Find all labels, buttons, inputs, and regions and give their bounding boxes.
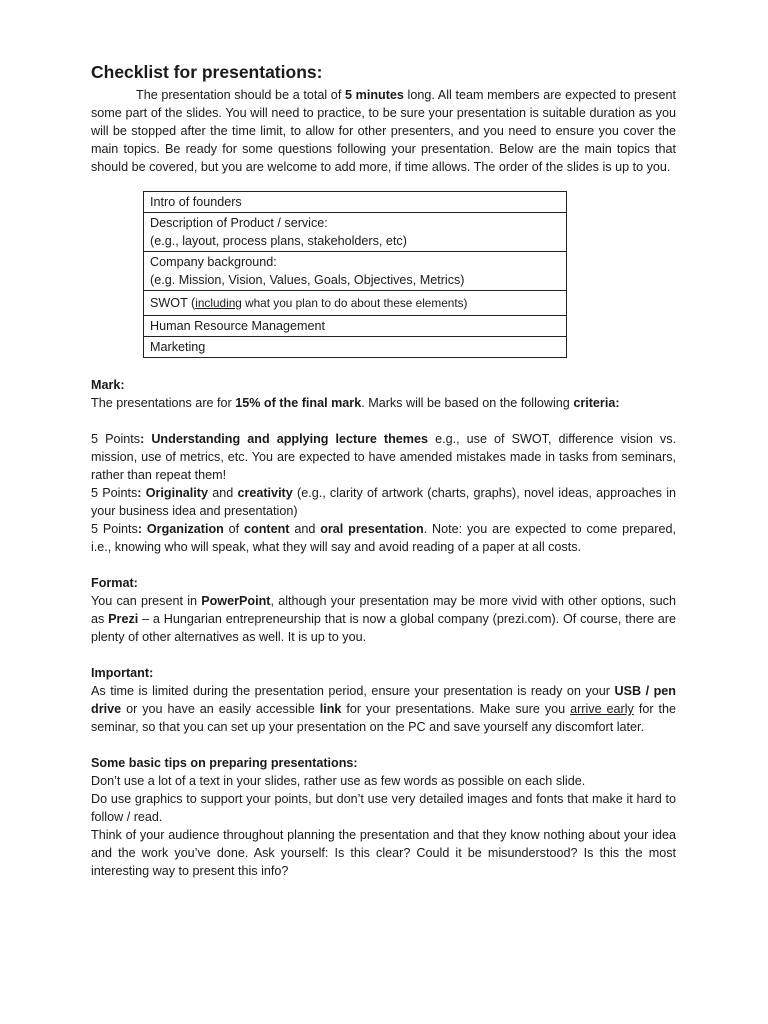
cell-text-small: what you plan to do about these elements) xyxy=(241,296,468,310)
spacer xyxy=(91,736,676,754)
intro-duration: 5 minutes xyxy=(344,88,404,102)
table-cell: Human Resource Management xyxy=(144,316,567,337)
spacer xyxy=(91,412,676,430)
intro-text-rest: long. All team members are expected to present some part of the slides. You will need to practice, to be sure your presentation is suitable duration as you will be stopped after the time limit, to allow for other presenters, and you need to ensure you cover the main topics. Be ready for some questions following your presentation. Below are the main topics that should be covered, but you are welcome to add more, if time allows. The order of the slides is up to you. xyxy=(91,88,676,174)
bold-term: link xyxy=(319,702,342,716)
text: : xyxy=(137,522,147,536)
table-row xyxy=(144,316,567,337)
points-label: 5 Points xyxy=(91,432,141,446)
table-cell xyxy=(144,213,567,252)
text: – a Hungarian entrepreneurship that is now a global company (prezi.com). Of course, there are plenty of other alternatives as well. It is up to you. xyxy=(91,612,676,644)
text: As time is limited during the presentation period, ensure your presentation is ready on your xyxy=(91,684,615,698)
tip-1: Don’t use a lot of a text in your slides, rather use as few words as possible on each slide. xyxy=(91,774,586,788)
bold-term: oral presentation xyxy=(320,522,424,536)
tips-heading: Some basic tips on preparing presentations: xyxy=(91,756,358,770)
cell-line: Company background: xyxy=(150,255,277,269)
cell-line: (e.g., layout, process plans, stakeholders, etc) xyxy=(150,234,407,248)
bold-term: Originality xyxy=(145,486,208,500)
mark-paragraph xyxy=(91,394,676,412)
underlined-term: arrive early xyxy=(570,702,634,716)
text: for your presentations. Make sure you xyxy=(341,702,571,716)
page-title: Checklist for presentations: xyxy=(91,62,323,82)
text: e.g., use of SWOT, difference vision vs. mission, use of metrics, etc. You are expected to have amended mistakes made in tasks from seminars, rather than repeat them! xyxy=(91,432,676,482)
text: : Understanding and applying xyxy=(140,432,336,446)
spacer xyxy=(91,646,676,664)
table-cell xyxy=(144,252,567,291)
text: : xyxy=(137,486,146,500)
text: of xyxy=(223,522,245,536)
tip-2: Do use graphics to support your points, but don’t use very detailed images and fonts that make it hard to follow / read. xyxy=(91,792,676,824)
text: You can present in xyxy=(91,594,202,608)
table-cell xyxy=(144,291,567,316)
bold-term: Organization xyxy=(146,522,224,536)
text: and xyxy=(289,522,321,536)
bold-term: creativity xyxy=(237,486,293,500)
topics-table xyxy=(143,191,567,358)
text: . Note: you are expected to come prepared, i.e., knowing who will speak, what they will say and avoid reading of a paper at all costs. xyxy=(91,522,676,554)
mark-heading: Mark: xyxy=(91,378,125,392)
tip-3: Think of your audience throughout planning the presentation and that they know nothing about your idea and the work you’ve done. Ask yourself: Is this clear? Could it be misunderstood? Is this the most interesting way to present this info? xyxy=(91,828,676,878)
points-label: 5 Points xyxy=(91,522,138,536)
format-paragraph xyxy=(91,592,676,646)
format-heading: Format: xyxy=(91,576,138,590)
cell-line: Description of Product / service: xyxy=(150,216,328,230)
table-row xyxy=(144,213,567,252)
cell-line: (e.g. Mission, Vision, Values, Goals, Objectives, Metrics) xyxy=(150,273,465,287)
table-row xyxy=(144,192,567,213)
table-row xyxy=(144,252,567,291)
points-label: 5 Points xyxy=(91,486,138,500)
intro-text: The presentation should be a total of xyxy=(136,88,345,102)
criteria-label: criteria: xyxy=(573,396,620,410)
cell-underlined: including xyxy=(195,296,242,310)
spacer xyxy=(91,556,676,574)
criterion-3 xyxy=(91,520,676,556)
bold-term: Prezi xyxy=(108,612,139,626)
text: and xyxy=(207,486,238,500)
mark-percentage: 15% of the final mark xyxy=(235,396,362,410)
intro-paragraph xyxy=(91,86,676,176)
bold-term: lecture themes xyxy=(335,432,429,446)
text: or you have an easily accessible xyxy=(121,702,320,716)
text: The presentations are for xyxy=(91,396,236,410)
table-cell: Intro of founders xyxy=(144,192,567,213)
spacer xyxy=(91,358,676,376)
text: . Marks will be based on the following xyxy=(361,396,574,410)
table-row xyxy=(144,337,567,358)
text: for the seminar, so that you can set up your presentation on the PC and save yourself any discomfort later. xyxy=(91,702,676,734)
table-row xyxy=(144,291,567,316)
bold-term: PowerPoint xyxy=(201,594,271,608)
important-heading: Important: xyxy=(91,666,154,680)
text: (e.g., clarity of artwork (charts, graphs), novel ideas, approaches in your business idea and presentation) xyxy=(91,486,676,518)
criterion-2 xyxy=(91,484,676,520)
table-cell: Marketing xyxy=(144,337,567,358)
bold-term: content xyxy=(244,522,290,536)
text: , although your presentation may be more vivid with other options, such as xyxy=(91,594,676,626)
criterion-1 xyxy=(91,430,676,484)
bold-term: USB / pen drive xyxy=(91,684,676,716)
cell-text: SWOT ( xyxy=(150,296,196,310)
important-paragraph xyxy=(91,682,676,736)
